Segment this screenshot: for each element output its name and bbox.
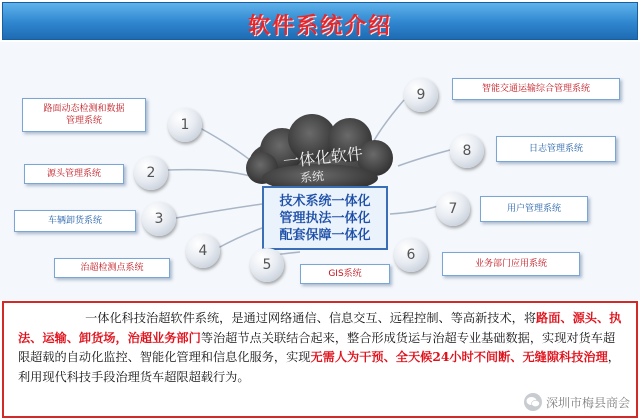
node-number-9: 9 <box>404 78 438 112</box>
node-number-6: 6 <box>394 238 428 272</box>
node-label-6: 业务部门应用系统 <box>474 259 547 269</box>
node-label-1-line2: 管理系统 <box>65 116 102 126</box>
node-number-3: 3 <box>142 202 176 236</box>
description-text-1: 一体化科技治超软件系统，是通过网络通信、信息交互、远程控制、等高新技术，将 <box>85 311 537 325</box>
node-number-5: 5 <box>250 248 284 282</box>
wechat-icon <box>524 393 542 411</box>
node-box-2 <box>24 164 124 184</box>
description-text-3: ，利用现代科技手段治理货车超限超载行为。 <box>18 350 620 384</box>
node-box-1 <box>22 98 146 132</box>
node-number-8: 8 <box>450 134 484 168</box>
integration-box <box>262 186 388 250</box>
connector-2 <box>168 170 250 176</box>
description-highlight-1: 路面、源头、执法、运输、卸货场，治超业务部门 <box>18 311 622 345</box>
node-box-5 <box>300 264 390 284</box>
node-number-7: 7 <box>436 192 470 226</box>
node-box-3 <box>14 210 136 232</box>
node-label-2: 源头管理系统 <box>46 169 101 179</box>
connector-3 <box>176 204 262 218</box>
connector-7 <box>390 206 438 214</box>
cloud-label: 一体化软件 <box>282 143 364 172</box>
node-label-7: 用户管理系统 <box>506 204 561 214</box>
node-box-4 <box>54 258 170 278</box>
node-number-2: 2 <box>134 156 168 190</box>
node-label-5: GIS系统 <box>328 269 362 279</box>
cloud-sublabel: 系统 <box>299 168 325 186</box>
node-box-9 <box>452 78 620 100</box>
node-label-8: 日志管理系统 <box>528 144 583 154</box>
connector-4 <box>218 228 262 248</box>
watermark-text: 深圳市梅县商会 <box>545 395 630 410</box>
node-label-1-line1: 路面动态检测和数据 <box>43 104 125 114</box>
node-label-3: 车辆卸货系统 <box>47 216 102 226</box>
node-number-1: 1 <box>168 108 202 142</box>
description-highlight-2: 无需人为干预、全天候24小时不间断、无缝隙科技治理 <box>310 350 608 364</box>
node-label-9: 智能交通运输综合管理系统 <box>481 84 590 94</box>
watermark <box>524 392 630 412</box>
node-box-6 <box>442 252 580 276</box>
node-box-7 <box>480 196 588 222</box>
node-number-4: 4 <box>186 234 220 268</box>
description-text-2: 等治超节点关联结合起来，整合形成货运与治超专业基础数据，实现对货车超限超载的自动化监控、智能化管理和信息化服务，实现 <box>18 330 616 364</box>
node-box-8 <box>496 136 616 162</box>
page-title: 软件系统介绍 <box>247 14 392 39</box>
integration-line-technical: 技术系统一体化 <box>279 193 371 209</box>
connector-8 <box>398 150 450 166</box>
integration-line-support: 配套保障一体化 <box>279 227 371 243</box>
node-label-4: 治超检测点系统 <box>80 263 144 273</box>
integration-line-enforcement: 管理执法一体化 <box>279 210 371 226</box>
